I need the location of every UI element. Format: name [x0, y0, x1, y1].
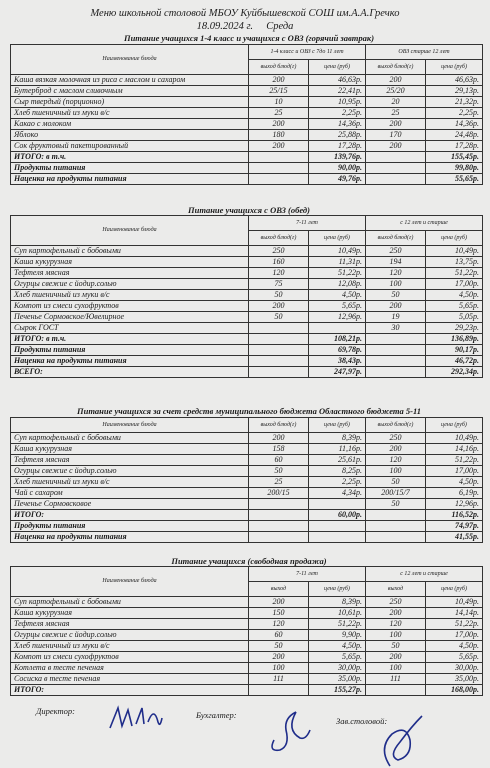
cell-value: 200 [366, 119, 426, 130]
cell-value: 25 [366, 108, 426, 119]
date-line [0, 21, 490, 33]
total-value: 155,27р. [309, 685, 366, 696]
total-value: 116,52р. [426, 510, 483, 521]
cell-value: 160 [249, 257, 309, 268]
total-row [11, 521, 483, 532]
column-header-name: Наименование блюда [11, 216, 249, 246]
head-canteen-signature [370, 712, 430, 768]
column-header: выход [249, 582, 309, 597]
cell-value: 51,22р. [426, 619, 483, 630]
cell-value: 12,96р. [426, 499, 483, 510]
cell-value: 17,28р. [309, 141, 366, 152]
cell-value: 250 [366, 433, 426, 444]
cell-value: 2,25р. [426, 108, 483, 119]
table-row [11, 652, 483, 663]
dish-name: Компот из смеси сухофруктов [11, 301, 249, 312]
cell-value: 10,49р. [309, 246, 366, 257]
dish-name: Каша кукурузная [11, 257, 249, 268]
total-label: ИТОГО: в т.ч. [11, 334, 249, 345]
cell-value: 150 [249, 608, 309, 619]
cell-value: 17,00р. [426, 279, 483, 290]
table-row [11, 108, 483, 119]
cell-value: 14,36р. [309, 119, 366, 130]
cell-value: 17,00р. [426, 630, 483, 641]
cell-value: 8,39р. [309, 597, 366, 608]
cell-value: 250 [366, 597, 426, 608]
cell-value: 100 [249, 663, 309, 674]
table-row [11, 86, 483, 97]
total-label: ВСЕГО: [11, 367, 249, 378]
total-label: Наценка на продукты питания [11, 174, 249, 185]
total-row [11, 345, 483, 356]
table-row [11, 97, 483, 108]
cell-value: 111 [249, 674, 309, 685]
cell-value: 158 [249, 444, 309, 455]
cell-value: 4,50р. [426, 641, 483, 652]
table-header-row [11, 567, 483, 582]
dish-name: Огурцы свежие с йодир.солью [11, 466, 249, 477]
cell-value: 2,25р. [309, 108, 366, 119]
table-row [11, 141, 483, 152]
column-header: выход блюд(г) [249, 418, 309, 433]
dish-name: Тефтеля мясная [11, 619, 249, 630]
total-row [11, 174, 483, 185]
dish-name: Тефтеля мясная [11, 455, 249, 466]
cell-value: 4,50р. [309, 290, 366, 301]
cell-value: 20 [366, 97, 426, 108]
column-group-b: с 12 лет и старше [366, 567, 483, 582]
cell-value: 25 [249, 477, 309, 488]
total-label: ИТОГО: в т.ч. [11, 152, 249, 163]
total-row [11, 510, 483, 521]
total-value [366, 345, 426, 356]
total-value: 247,97р. [309, 367, 366, 378]
total-value: 292,34р. [426, 367, 483, 378]
total-value: 41,55р. [426, 532, 483, 543]
cell-value: 4,50р. [309, 641, 366, 652]
dish-name: Хлеб пшеничный из муки в/с [11, 641, 249, 652]
cell-value: 100 [366, 466, 426, 477]
cell-value: 111 [366, 674, 426, 685]
table-row [11, 119, 483, 130]
table-row [11, 433, 483, 444]
table-row [11, 279, 483, 290]
total-value: 74,97р. [426, 521, 483, 532]
total-label: Наценка на продукты питания [11, 532, 249, 543]
cell-value: 5,65р. [426, 652, 483, 663]
total-value: 38,43р. [309, 356, 366, 367]
total-value [309, 521, 366, 532]
table-row [11, 466, 483, 477]
column-header-name: Наименование блюда [11, 567, 249, 597]
total-value: 99,80р. [426, 163, 483, 174]
cell-value: 120 [366, 455, 426, 466]
total-value [249, 367, 309, 378]
column-header: цена (руб) [426, 231, 483, 246]
dish-name: Котлета в тесте печеная [11, 663, 249, 674]
total-value: 46,72р. [426, 356, 483, 367]
dish-name: Тефтеля мясная [11, 268, 249, 279]
total-value: 90,17р. [426, 345, 483, 356]
total-label: Продукты питания [11, 163, 249, 174]
column-header: выход блюд(г) [366, 231, 426, 246]
column-header: выход блюд(г) [366, 60, 426, 75]
total-value: 69,78р. [309, 345, 366, 356]
cell-value: 10,49р. [426, 433, 483, 444]
cell-value: 200 [249, 141, 309, 152]
total-row [11, 334, 483, 345]
column-header: цена (руб) [309, 582, 366, 597]
cell-value: 51,22р. [426, 455, 483, 466]
column-group-a: 7-11 лет [249, 567, 366, 582]
column-header-name: Наименование блюда [11, 45, 249, 75]
total-value [366, 521, 426, 532]
cell-value: 200 [366, 301, 426, 312]
cell-value: 30 [366, 323, 426, 334]
cell-value: 29,23р. [426, 323, 483, 334]
column-header: выход [366, 582, 426, 597]
cell-value: 100 [366, 279, 426, 290]
section-title: Питание учащихся за счет средств муниципального бюджета Областного бюджета 5-11 [76, 406, 421, 416]
dish-name: Какао с молоком [11, 119, 249, 130]
cell-value: 200 [249, 433, 309, 444]
column-header: цена (руб) [309, 418, 366, 433]
cell-value: 51,22р. [426, 268, 483, 279]
total-value [249, 163, 309, 174]
total-value [366, 685, 426, 696]
column-header: выход блюд(г) [249, 60, 309, 75]
dish-name: Хлеб пшеничный из муки в/с [11, 108, 249, 119]
table-header-row [11, 418, 483, 433]
cell-value: 200 [249, 597, 309, 608]
table-row [11, 619, 483, 630]
cell-value: 25/15 [249, 86, 309, 97]
table-row [11, 323, 483, 334]
cell-value: 50 [366, 477, 426, 488]
cell-value: 51,22р. [309, 619, 366, 630]
column-header: цена (руб) [309, 60, 366, 75]
total-row [11, 532, 483, 543]
cell-value: 100 [366, 663, 426, 674]
cell-value: 50 [249, 290, 309, 301]
cell-value: 60 [249, 455, 309, 466]
cell-value: 120 [249, 268, 309, 279]
total-value [249, 345, 309, 356]
cell-value: 100 [366, 630, 426, 641]
total-value [366, 356, 426, 367]
total-label: ИТОГО: [11, 685, 249, 696]
table-row [11, 674, 483, 685]
cell-value: 11,16р. [309, 444, 366, 455]
cell-value [249, 499, 309, 510]
total-value [366, 367, 426, 378]
column-header: цена (руб) [426, 582, 483, 597]
column-header: цена (руб) [309, 231, 366, 246]
cell-value: 10,61р. [309, 608, 366, 619]
cell-value: 2,25р. [309, 477, 366, 488]
total-value: 90,00р. [309, 163, 366, 174]
director-signature [108, 700, 164, 734]
cell-value: 120 [366, 268, 426, 279]
total-value [366, 334, 426, 345]
cell-value: 8,25р. [309, 466, 366, 477]
cell-value: 200 [366, 444, 426, 455]
total-row [11, 685, 483, 696]
cell-value: 10,49р. [426, 246, 483, 257]
cell-value: 9,90р. [309, 630, 366, 641]
total-value [366, 163, 426, 174]
cell-value: 46,63р. [426, 75, 483, 86]
section-title: Питание учащихся с ОВЗ (обед) [188, 205, 310, 215]
dish-name: Хлеб пшеничный из муки в/с [11, 477, 249, 488]
total-value: 139,76р. [309, 152, 366, 163]
total-label: ИТОГО: [11, 510, 249, 521]
table-row [11, 608, 483, 619]
cell-value: 10,49р. [426, 597, 483, 608]
total-value [249, 356, 309, 367]
director-label: Директор: [36, 706, 76, 716]
total-value [366, 532, 426, 543]
cell-value: 30,00р. [426, 663, 483, 674]
table-row [11, 488, 483, 499]
column-group-a: 1-4 класс и ОВЗ с 7до 11 лет [249, 45, 366, 60]
cell-value: 170 [366, 130, 426, 141]
cell-value: 24,48р. [426, 130, 483, 141]
table-header-row [11, 45, 483, 60]
cell-value: 250 [366, 246, 426, 257]
dish-name: Сок фруктовый пакетированный [11, 141, 249, 152]
column-header: цена (руб) [426, 60, 483, 75]
cell-value: 200/15 [249, 488, 309, 499]
dish-name: Яблоко [11, 130, 249, 141]
section-title: Питание учащихся (свободная продажа) [171, 556, 327, 566]
dish-name: Суп картофельный с бобовыми [11, 433, 249, 444]
cell-value: 50 [249, 466, 309, 477]
cell-value: 10,95р. [309, 97, 366, 108]
cell-value: 14,36р. [426, 119, 483, 130]
dish-name: Каша кукурузная [11, 444, 249, 455]
table-row [11, 641, 483, 652]
table-row [11, 444, 483, 455]
total-value [249, 334, 309, 345]
cell-value: 17,00р. [426, 466, 483, 477]
cell-value [309, 499, 366, 510]
column-group-a: 7-11 лет [249, 216, 366, 231]
cell-value: 194 [366, 257, 426, 268]
cell-value: 180 [249, 130, 309, 141]
accountant-signature [266, 700, 326, 756]
cell-value: 25/20 [366, 86, 426, 97]
total-value: 55,65р. [426, 174, 483, 185]
column-group-b: с 12 лет и старше [366, 216, 483, 231]
cell-value: 46,63р. [309, 75, 366, 86]
total-value [366, 152, 426, 163]
table-row [11, 75, 483, 86]
cell-value: 75 [249, 279, 309, 290]
menu-day: Среда [266, 21, 294, 32]
dish-name: Суп картофельный с бобовыми [11, 597, 249, 608]
cell-value: 22,41р. [309, 86, 366, 97]
table-row [11, 246, 483, 257]
column-header: цена (руб) [426, 418, 483, 433]
table-row [11, 268, 483, 279]
cell-value: 200 [366, 141, 426, 152]
section-title: Питание учащихся 1-4 класс и учащихся с ОВЗ (горячий завтрак) [123, 33, 375, 43]
menu-table [10, 44, 483, 185]
cell-value: 120 [249, 619, 309, 630]
accountant-label: Бухгалтер: [196, 710, 237, 720]
table-row [11, 301, 483, 312]
cell-value: 17,28р. [426, 141, 483, 152]
total-value: 155,45р. [426, 152, 483, 163]
cell-value: 200 [249, 652, 309, 663]
total-value [249, 532, 309, 543]
cell-value: 12,08р. [309, 279, 366, 290]
table-row [11, 630, 483, 641]
table-row [11, 312, 483, 323]
cell-value: 200 [366, 608, 426, 619]
total-value [249, 510, 309, 521]
table-row [11, 663, 483, 674]
table-header-row [11, 216, 483, 231]
cell-value: 200 [249, 301, 309, 312]
cell-value: 50 [366, 641, 426, 652]
dish-name: Каша кукурузная [11, 608, 249, 619]
table-row [11, 290, 483, 301]
head-canteen-label: Зав.столовой: [336, 716, 388, 726]
cell-value: 5,65р. [309, 652, 366, 663]
cell-value: 250 [249, 246, 309, 257]
table-row [11, 257, 483, 268]
column-group-b: ОВЗ старше 12 лет [366, 45, 483, 60]
cell-value: 14,16р. [426, 444, 483, 455]
cell-value: 25,61р. [309, 455, 366, 466]
menu-date: 18.09.2024 г. [196, 21, 254, 32]
total-row [11, 367, 483, 378]
total-value [309, 532, 366, 543]
dish-name: Компот из смеси сухофруктов [11, 652, 249, 663]
dish-name: Сырок ГОСТ [11, 323, 249, 334]
cell-value: 10 [249, 97, 309, 108]
cell-value: 60 [249, 630, 309, 641]
dish-name: Суп картофельный с бобовыми [11, 246, 249, 257]
cell-value: 120 [366, 619, 426, 630]
total-value [249, 685, 309, 696]
dish-name: Огурцы свежие с йодир.солью [11, 630, 249, 641]
column-header: выход блюд(г) [366, 418, 426, 433]
cell-value: 11,31р. [309, 257, 366, 268]
column-header: выход блюд(г) [249, 231, 309, 246]
cell-value: 200 [249, 119, 309, 130]
dish-name: Хлеб пшеничный из муки в/с [11, 290, 249, 301]
cell-value: 50 [366, 290, 426, 301]
school-title: Меню школьной столовой МБОУ Куйбышевской СОШ им.А.А.Гречко [90, 8, 400, 19]
total-row [11, 152, 483, 163]
cell-value: 21,32р. [426, 97, 483, 108]
table-row [11, 597, 483, 608]
total-row [11, 356, 483, 367]
cell-value: 6,19р. [426, 488, 483, 499]
dish-name: Бутерброд с маслом сливочным [11, 86, 249, 97]
cell-value: 5,65р. [426, 301, 483, 312]
cell-value: 35,00р. [309, 674, 366, 685]
dish-name: Чай с сахаром [11, 488, 249, 499]
cell-value: 50 [249, 312, 309, 323]
total-value: 60,00р. [309, 510, 366, 521]
total-value: 108,21р. [309, 334, 366, 345]
dish-name: Печенье Сормовское/Ювелирное [11, 312, 249, 323]
cell-value: 200 [249, 75, 309, 86]
table-row [11, 499, 483, 510]
cell-value: 5,05р. [426, 312, 483, 323]
total-label: Наценка на продукты питания [11, 356, 249, 367]
cell-value: 8,39р. [309, 433, 366, 444]
cell-value: 4,50р. [426, 477, 483, 488]
dish-name: Огурцы свежие с йодир.солью [11, 279, 249, 290]
total-value: 136,89р. [426, 334, 483, 345]
total-value [366, 510, 426, 521]
cell-value: 30,00р. [309, 663, 366, 674]
cell-value [309, 323, 366, 334]
cell-value: 29,13р. [426, 86, 483, 97]
dish-name: Сыр твердый (порционно) [11, 97, 249, 108]
total-label: Продукты питания [11, 345, 249, 356]
table-row [11, 455, 483, 466]
table-row [11, 477, 483, 488]
total-value [366, 174, 426, 185]
cell-value: 4,34р. [309, 488, 366, 499]
cell-value: 50 [366, 499, 426, 510]
cell-value: 200 [366, 652, 426, 663]
total-value [249, 174, 309, 185]
cell-value: 12,96р. [309, 312, 366, 323]
cell-value [249, 323, 309, 334]
total-value: 168,00р. [426, 685, 483, 696]
menu-table [10, 417, 483, 543]
cell-value: 200/15/7 [366, 488, 426, 499]
cell-value: 4,50р. [426, 290, 483, 301]
cell-value: 13,75р. [426, 257, 483, 268]
dish-name: Печенье Сормовсковое [11, 499, 249, 510]
cell-value: 25,88р. [309, 130, 366, 141]
total-value: 49,76р. [309, 174, 366, 185]
cell-value: 200 [366, 75, 426, 86]
total-label: Продукты питания [11, 521, 249, 532]
cell-value: 50 [249, 641, 309, 652]
menu-table [10, 566, 483, 696]
cell-value: 14,14р. [426, 608, 483, 619]
dish-name: Каша вязкая молочная из риса с маслом и сахаром [11, 75, 249, 86]
total-value [249, 152, 309, 163]
table-row [11, 130, 483, 141]
cell-value: 35,00р. [426, 674, 483, 685]
cell-value: 51,22р. [309, 268, 366, 279]
cell-value: 25 [249, 108, 309, 119]
menu-table [10, 215, 483, 378]
cell-value: 5,65р. [309, 301, 366, 312]
dish-name: Сосиска в тесте печеная [11, 674, 249, 685]
total-row [11, 163, 483, 174]
total-value [249, 521, 309, 532]
column-header-name: Наименование блюда [11, 418, 249, 433]
cell-value: 19 [366, 312, 426, 323]
